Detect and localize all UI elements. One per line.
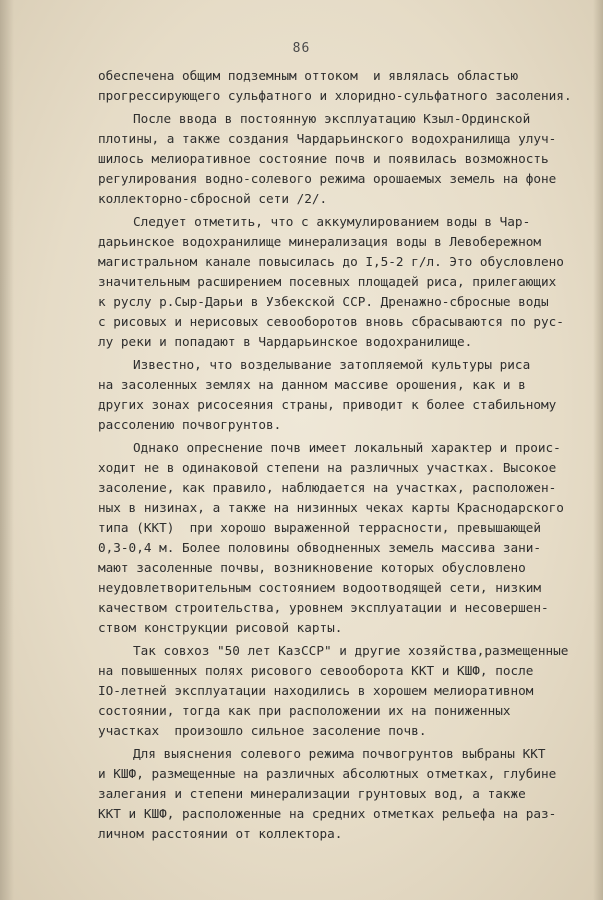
text-line: Известно, что возделывание затопляемой культуры риса (133, 357, 531, 372)
page-number: 86 (292, 41, 311, 56)
text-line: ных в низинах, а также на низинных чеках карты Краснодарского (98, 500, 564, 515)
text-line: типа (ККТ) при хорошо выраженной террасности, превышающей (98, 520, 542, 535)
text-line: IO-летней эксплуатации находились в хорошем мелиоративном (98, 683, 534, 698)
text-line: других зонах рисосеяния страны, приводит к более стабильному (98, 397, 557, 412)
text-line: дарьинское водохранилище минерализация воды в Левобережном (98, 234, 542, 249)
text-line: ством конструкции рисовой карты. (98, 620, 343, 635)
text-line: плотины, а также создания Чардарьинского водохранилища улуч- (98, 131, 557, 146)
text-line: рассолению почвогрунтов. (98, 417, 282, 432)
text-line: на повышенных полях рисового севооборота ККТ и КШФ, после (98, 663, 534, 678)
text-line: магистральном канале повысилась до I,5-2 г/л. Это обусловлено (98, 254, 564, 269)
text-line: состоянии, тогда как при расположении их на пониженных (98, 703, 511, 718)
text-line: После ввода в постоянную эксплуатацию Кзыл-Ординской (133, 111, 531, 126)
text-line: участках произошло сильное засоление почв. (98, 723, 427, 738)
text-line: на засоленных землях на данном массиве орошения, как и в (98, 377, 526, 392)
text-line: коллекторно-сбросной сети /2/. (98, 191, 328, 206)
page-edge-left (0, 0, 14, 900)
text-line: Для выяснения солевого режима почвогрунтов выбраны ККТ (133, 746, 546, 761)
text-line: 0,3-0,4 м. Более половины обводненных земель массива зани- (98, 540, 542, 555)
text-line: залегания и степени минерализации грунтовых вод, а также (98, 786, 526, 801)
text-line: обеспечена общим подземным оттоком и являлась областью (98, 68, 519, 83)
text-line: к руслу р.Сыр-Дарьи в Узбекской ССР. Дренажно-сбросные воды (98, 294, 549, 309)
text-line: мают засоленные почвы, возникновение которых обусловлено (98, 560, 526, 575)
text-line: Так совхоз "50 лет КазССР" и другие хозяйства,размещенные (133, 643, 569, 658)
text-line: шилось мелиоративное состояние почв и появилась возможность (98, 151, 549, 166)
text-line: личном расстоянии от коллектора. (98, 826, 343, 841)
text-line: с рисовых и нерисовых севооборотов вновь сбрасываются по рус- (98, 314, 564, 329)
text-line: ККТ и КШФ, расположенные на средних отметках рельефа на раз- (98, 806, 557, 821)
text-line: прогрессирующего сульфатного и хлоридно-сульфатного засоления. (98, 88, 572, 103)
text-line: засоление, как правило, наблюдается на участках, расположен- (98, 480, 557, 495)
text-line: ходит не в одинаковой степени на различных участках. Высокое (98, 460, 557, 475)
page-edge-right (593, 0, 603, 900)
text-line: неудовлетворительным состоянием водоотводящей сети, низким (98, 580, 542, 595)
text-line: качеством строительства, уровнем эксплуатации и несовершен- (98, 600, 549, 615)
text-line: Однако опреснение почв имеет локальный характер и проис- (133, 440, 561, 455)
text-line: Следует отметить, что с аккумулированием воды в Чар- (133, 214, 531, 229)
text-line: и КШФ, размещенные на различных абсолютных отметках, глубине (98, 766, 557, 781)
text-line: регулирования водно-солевого режима орошаемых земель на фоне (98, 171, 557, 186)
text-line: значительным расширением посевных площадей риса, прилегающих (98, 274, 557, 289)
text-line: лу реки и попадают в Чардарьинское водохранилище. (98, 334, 473, 349)
